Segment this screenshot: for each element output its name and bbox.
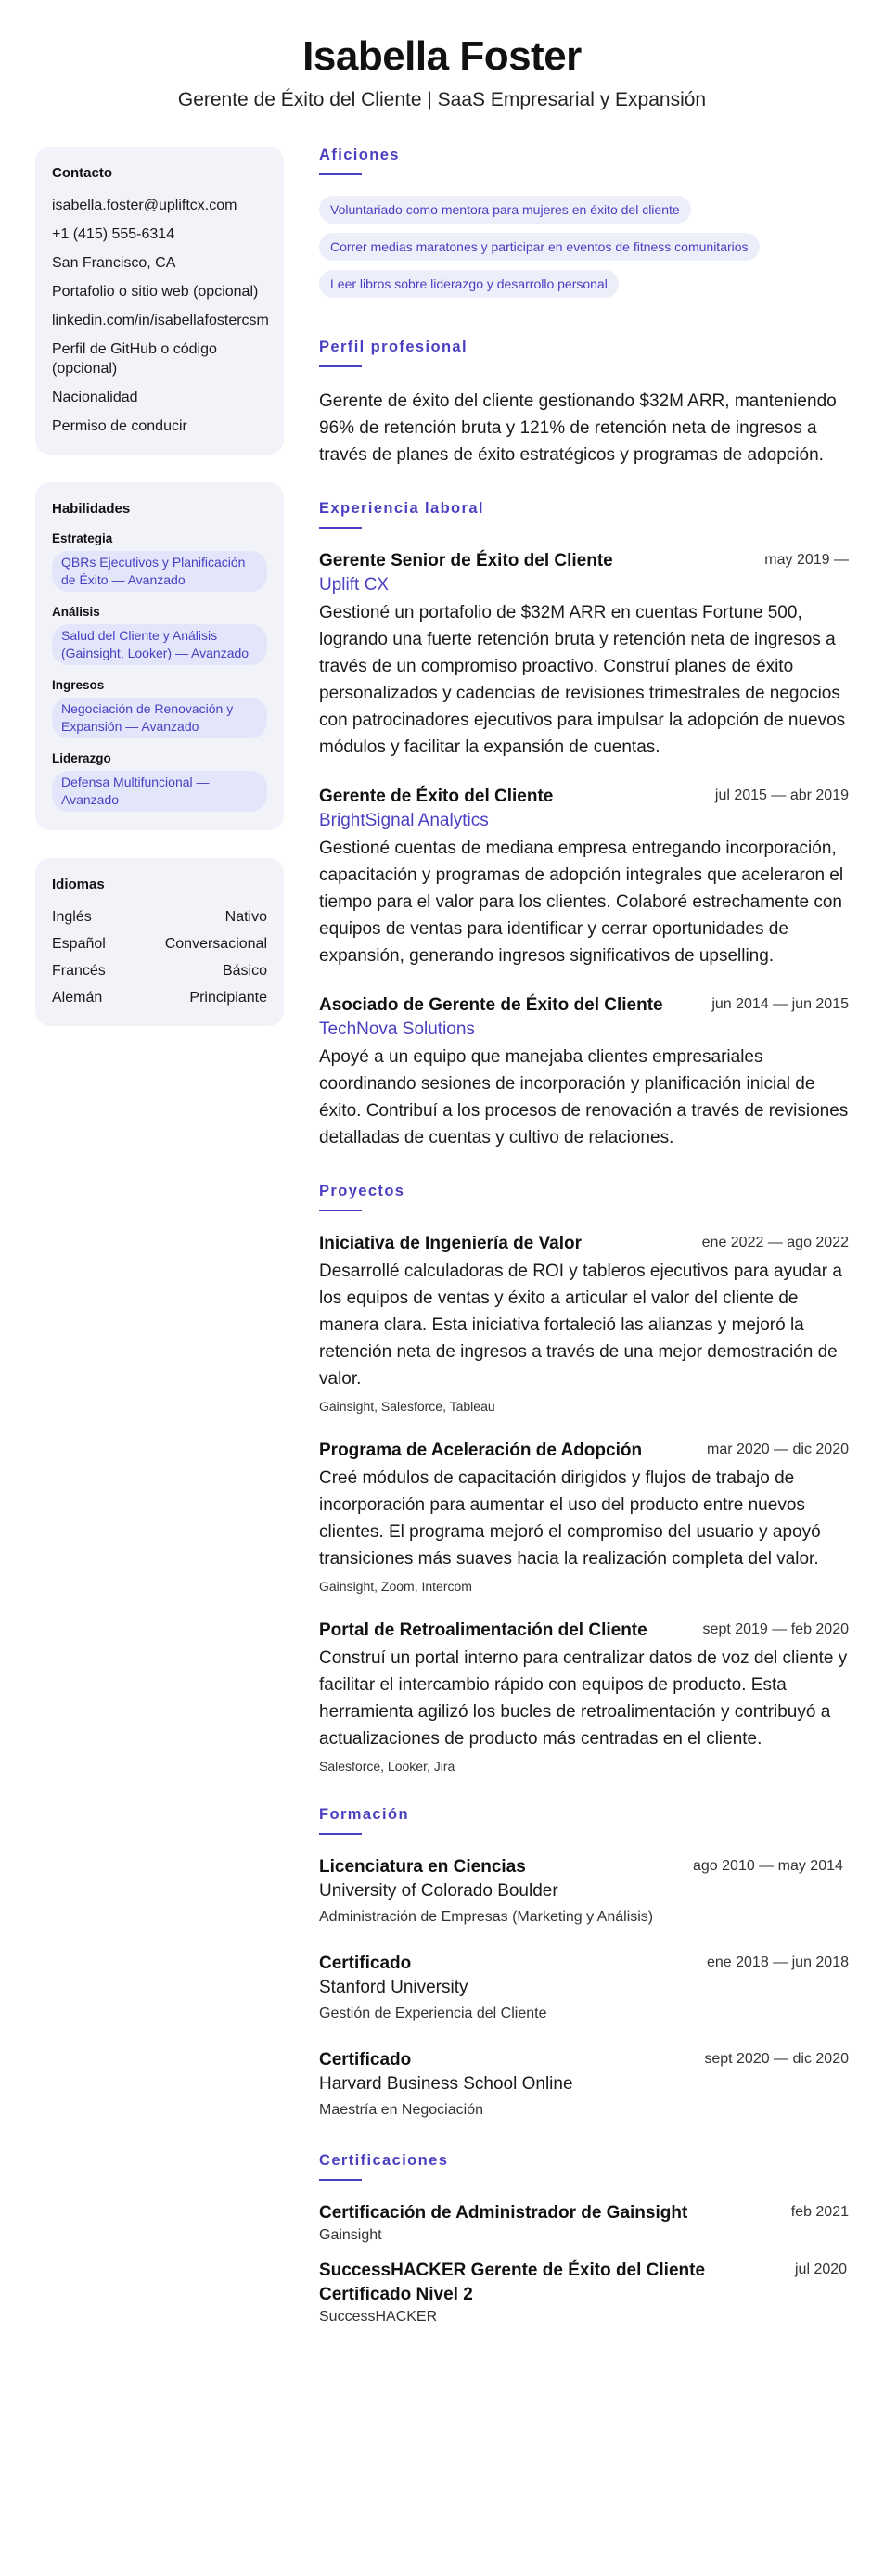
degree-detail: Maestría en Negociación — [319, 2102, 483, 2118]
contact-card — [35, 147, 284, 455]
contact-license: Permiso de conducir — [52, 418, 187, 434]
degree-name: Certificado — [319, 1954, 412, 1973]
skill-group — [52, 751, 267, 812]
project-tech: Gainsight, Salesforce, Tableau — [319, 1399, 495, 1414]
project-date: sept 2019 — feb 2020 — [702, 1621, 849, 1637]
project-tech: Gainsight, Zoom, Intercom — [319, 1579, 472, 1594]
language-name: Español — [52, 936, 106, 952]
job-company: TechNova Solutions — [319, 1019, 475, 1039]
certifications-section — [319, 2152, 849, 2327]
job-description: Gestioné cuentas de mediana empresa entregando incorporación, capacitación y programas de adopción integrales que aceleraron el tiempo para el valor para los clientes. Colaboré estrechamente con equipos de ventas para identificar y cerrar oportunidades de expansión, generando ingresos significativos de upselling. — [319, 839, 844, 966]
skill-category: Análisis — [52, 605, 100, 619]
certifications-title: Certificaciones — [319, 2152, 449, 2169]
language-name: Francés — [52, 963, 106, 979]
project-date: ene 2022 — ago 2022 — [701, 1235, 849, 1250]
experience-entry — [319, 785, 849, 969]
section-divider — [319, 173, 362, 175]
job-date: jul 2015 — abr 2019 — [714, 788, 849, 803]
education-section — [319, 1806, 849, 2121]
project-description: Desarrollé calculadoras de ROI y tableros ejecutivos para ayudar a los equipos de ventas y éxito a articular el valor del cliente de manera clara. Esta iniciativa fortaleció las alianzas y mejoró la retención neta de ingresos a través de una mejor demostración de valor. — [319, 1262, 842, 1389]
project-name: Programa de Aceleración de Adopción — [319, 1441, 643, 1460]
skill-pill: QBRs Ejecutivos y Planificación de Éxito — Avanzado — [52, 551, 267, 592]
contact-linkedin: linkedin.com/in/isabellafostercsm — [52, 313, 269, 328]
job-title: Gerente Senior de Éxito del Cliente — [319, 551, 613, 570]
hobbies-title: Aficiones — [319, 147, 400, 163]
languages-card — [35, 858, 284, 1026]
projects-title: Proyectos — [319, 1183, 405, 1199]
skill-pill: Salud del Cliente y Análisis (Gainsight, Looker) — Avanzado — [52, 624, 267, 665]
certification-entry — [319, 2201, 849, 2246]
language-level: Conversacional — [164, 936, 267, 952]
certification-entry — [319, 2259, 849, 2327]
language-name: Inglés — [52, 909, 92, 925]
language-row — [52, 961, 267, 980]
education-date: ago 2010 — may 2014 — [693, 1858, 843, 1874]
degree-detail: Administración de Empresas (Marketing y Análisis) — [319, 1909, 654, 1925]
section-divider — [319, 527, 362, 529]
project-entry — [319, 1439, 849, 1595]
hobbies-section — [319, 147, 849, 307]
skill-pill: Defensa Multifuncional — Avanzado — [52, 771, 267, 812]
education-title: Formación — [319, 1806, 409, 1823]
language-level: Principiante — [189, 990, 267, 1006]
certification-name: SuccessHACKER Gerente de Éxito del Cliente Certificado Nivel 2 — [319, 2261, 706, 2304]
experience-title: Experiencia laboral — [319, 500, 484, 517]
job-description: Apoyé a un equipo que manejaba clientes empresariales coordinando sesiones de incorporación y planificación inicial de éxito. Contribuí a los procesos de renovación a través de revisiones detalladas de cuentas y cultivo de relaciones. — [319, 1047, 849, 1147]
project-date: mar 2020 — dic 2020 — [707, 1442, 849, 1457]
language-row — [52, 988, 267, 1007]
degree-name: Certificado — [319, 2050, 412, 2070]
profile-title: Perfil profesional — [319, 339, 468, 355]
section-divider — [319, 365, 362, 367]
contact-location: San Francisco, CA — [52, 255, 176, 271]
profile-section — [319, 339, 849, 468]
language-level: Básico — [222, 963, 267, 979]
candidate-headline: Gerente de Éxito del Cliente | SaaS Empresarial y Expansión — [177, 89, 707, 110]
education-entry — [319, 2048, 849, 2121]
project-name: Portal de Retroalimentación del Cliente — [319, 1621, 647, 1640]
job-description: Gestioné un portafolio de $32M ARR en cuentas Fortune 500, logrando una fuerte retención bruta y retención neta de ingresos a través de un compromiso proactivo. Construí planes de éxito personalizados y cadencias de revisiones trimestrales de negocios con patrocinadores ejecutivos para impulsar la adopción de nuevos módulos y facilitar la expansión de cuentas. — [319, 603, 846, 757]
degree-detail: Gestión de Experiencia del Cliente — [319, 2006, 547, 2021]
project-description: Construí un portal interno para centralizar datos de voz del cliente y facilitar el intercambio rápido con equipos de producto. Esta herramienta agilizó los bucles de retroalimentación y contribuyó a actualizaciones de producto más centradas en el cliente. — [319, 1648, 848, 1749]
skill-category: Estrategia — [52, 532, 113, 545]
certification-issuer: SuccessHACKER — [319, 2309, 438, 2325]
school-name: Stanford University — [319, 1978, 468, 1997]
job-company: BrightSignal Analytics — [319, 811, 489, 830]
resume-header — [0, 0, 884, 111]
skill-pill: Negociación de Renovación y Expansión — Avanzado — [52, 698, 267, 738]
education-entry — [319, 1952, 849, 2024]
certification-issuer: Gainsight — [319, 2227, 382, 2243]
degree-name: Licenciatura en Ciencias — [319, 1857, 526, 1877]
contact-title: Contacto — [52, 165, 112, 181]
skill-group — [52, 678, 267, 738]
candidate-name: Isabella Foster — [302, 33, 582, 79]
contact-github: Perfil de GitHub o código (opcional) — [52, 341, 217, 377]
certification-date: feb 2021 — [790, 2204, 849, 2220]
experience-section — [319, 500, 849, 1151]
contact-nationality: Nacionalidad — [52, 390, 138, 405]
project-name: Iniciativa de Ingeniería de Valor — [319, 1234, 582, 1253]
education-date: ene 2018 — jun 2018 — [706, 1954, 849, 1970]
job-date: jun 2014 — jun 2015 — [711, 996, 849, 1012]
education-date: sept 2020 — dic 2020 — [704, 2051, 849, 2067]
project-description: Creé módulos de capacitación dirigidos y flujos de trabajo de incorporación para aumentar el uso del producto entre nuevos clientes. El programa mejoró el compromiso del usuario y apoyó transiciones más suaves hacia la realización completa del valor. — [319, 1468, 821, 1569]
education-entry — [319, 1855, 849, 1928]
contact-portfolio: Portafolio o sitio web (opcional) — [52, 284, 259, 300]
skills-card — [35, 482, 284, 830]
contact-phone: +1 (415) 555-6314 — [52, 226, 175, 242]
project-entry — [319, 1232, 849, 1415]
contact-email: isabella.foster@upliftcx.com — [52, 198, 237, 213]
sidebar — [35, 147, 284, 1054]
section-divider — [319, 1833, 362, 1835]
language-row — [52, 934, 267, 954]
language-row — [52, 907, 267, 927]
project-entry — [319, 1619, 849, 1775]
school-name: Harvard Business School Online — [319, 2074, 573, 2094]
hobby-pill: Leer libros sobre liderazgo y desarrollo personal — [319, 270, 619, 298]
section-divider — [319, 1210, 362, 1211]
hobby-pill: Voluntariado como mentora para mujeres en éxito del cliente — [319, 196, 691, 224]
section-divider — [319, 2179, 362, 2181]
school-name: University of Colorado Boulder — [319, 1881, 558, 1901]
experience-entry — [319, 549, 849, 761]
hobby-list — [319, 196, 849, 307]
certification-date: jul 2020 — [795, 2262, 848, 2277]
skill-group — [52, 605, 267, 665]
hobby-pill: Correr medias maratones y participar en eventos de fitness comunitarios — [319, 233, 760, 261]
job-title: Gerente de Éxito del Cliente — [319, 787, 554, 806]
skill-category: Liderazgo — [52, 751, 111, 765]
job-date: may 2019 — — [764, 552, 849, 568]
job-title: Asociado de Gerente de Éxito del Cliente — [319, 995, 663, 1015]
languages-title: Idiomas — [52, 877, 105, 892]
language-level: Nativo — [224, 909, 267, 925]
certification-name: Certificación de Administrador de Gainsight — [319, 2203, 688, 2223]
skills-title: Habilidades — [52, 501, 131, 517]
experience-entry — [319, 993, 849, 1151]
profile-summary: Gerente de éxito del cliente gestionando $32M ARR, manteniendo 96% de retención bruta y 121% de retención neta de ingresos a través de planes de éxito estratégicos y programas de adopción. — [319, 391, 837, 465]
skill-category: Ingresos — [52, 678, 105, 692]
skill-group — [52, 532, 267, 592]
project-tech: Salesforce, Looker, Jira — [319, 1759, 455, 1774]
job-company: Uplift CX — [319, 575, 389, 595]
main-content — [319, 147, 849, 2359]
projects-section — [319, 1183, 849, 1775]
language-name: Alemán — [52, 990, 103, 1006]
